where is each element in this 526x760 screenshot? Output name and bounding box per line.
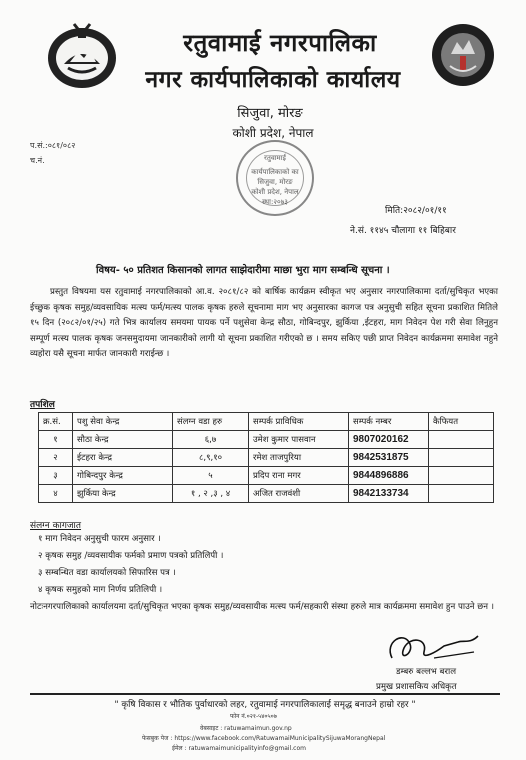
column-header: सम्पर्क प्राविधिक [249,413,349,431]
column-header: सम्पर्क नम्बर [349,413,429,431]
cell-phone: 9842531875 [349,449,429,467]
column-header: क्र.सं. [39,413,73,431]
attachment-item: २ कृषक समुह /व्यवसायीक फर्मको प्रमाण पत्रको प्रतिलिपी । [38,551,224,561]
footer-phone: फोन नं.०२१-५४०५०७ [230,713,277,720]
nepal-sambat-date: ने.सं. ११४५ चौलागा ११ बिहिबार [350,226,456,236]
office-name: नगर कार्यपालिकाको कार्यालय [145,67,401,93]
table-row [39,431,494,449]
municipality-logo-icon [430,18,496,92]
cell-sn: ४ [39,485,73,503]
table-row [39,449,494,467]
cell-remarks [429,467,494,485]
cell-sn: १ [39,431,73,449]
table-header-row [39,413,494,431]
attachments-heading: संलग्न कागजात [30,521,82,531]
stamp-line: रतुवामाई [264,154,286,162]
attachment-item: ३ सम्बन्धित वडा कार्यालयको सिफारिस पत्र । [38,568,176,578]
footer-facebook: फेसबुक पेज : https://www.facebook.com/RatuwamaiMunicipalitySijuwaMorangNepal [142,735,386,742]
notice-body: प्रस्तुत विषयमा यस रतुवामाई नगरपालिकाको आ.व. २०८१/८२ को बार्षिक कार्यक्रम स्वीकृत भए अनुसार नगरपालिकामा दर्ता/सुचिकृत भएका ईच्छुक कृषक समुह/व्यवसायिक मत्स्य फर्म/मत्स्य पालक कृषक हरुले सूचनामा माग भए अनुसारका कागज पत्र अनुसुची सहित सूचना प्रकाशित मितिले १५ दिन (२०८२/०१/२५) गते भित्र कार्यालय समयमा पायक पर्ने पशुसेवा केन्द्र सौठा, गोबिन्दपुर, झुर्किया ,ईटहरा, माग निवेदन पेश गरी सेवा लिनुहुन सम्पूर्ण मत्स्य पालक कृषक जनसमुदायमा जानकारीको लागी यो सूचना प्रकाशित गरीएको छ । समय सकिए पछी प्राप्त निवेदन कार्यक्रममा समावेश नहुने व्यहोरा यसै सूचना मार्फत जानकारी गराईन्छ । [30,287,498,360]
notice-subject: विषय- ५० प्रतिशत किसानको लागत साझेदारीमा माछा भुरा माग सम्बन्धि सूचना । [96,265,390,276]
cell-remarks [429,449,494,467]
cell-center: गोबिन्दपुर केन्द्र [73,467,173,485]
cell-technician: उमेश कुमार पासवान [249,431,349,449]
municipality-name: रतुवामाई नगरपालिका [183,29,377,57]
signatory-name: डम्बरु बल्लभ बराल [396,667,457,677]
column-header: संलग्न वडा हरु [173,413,249,431]
attachment-item: ४ कृषक समुहको माग निर्णय प्रतिलिपी । [38,585,163,595]
service-center-table [38,412,494,503]
table-row [39,485,494,503]
stamp-line: सिजुवा, मोरङ [257,178,293,186]
cell-center: झुर्किया केन्द्र [73,485,173,503]
cell-technician: रमेश ताजपुरिया [249,449,349,467]
cell-wards: ६,७ [173,431,249,449]
office-stamp [236,140,314,216]
column-header: कैफियत [429,413,494,431]
stamp-line: कार्यपालिकाको का [251,168,299,176]
cell-technician: प्रदिप राना मगर [249,467,349,485]
details-heading: तपशिल [30,400,55,410]
handwritten-signature [374,622,486,670]
nepal-emblem-icon [44,18,120,92]
attachment-item: १ माग निवेदन अनुसुची फारम अनुसार । [38,534,161,544]
cell-phone: 9842133734 [349,485,429,503]
signatory-title: प्रमुख प्रशासकिय अधिकृत [376,682,457,692]
stamp-line: स्था:२०७३ [262,198,288,206]
notice-date: मिति:२०८२/०१/११ [385,206,447,216]
stamp-line: कोशी प्रदेश, नेपाल [251,188,299,196]
footer-divider [30,693,500,695]
letter-number: प.सं.:०८१/०८२ [30,141,76,150]
cell-center: ईटहरा केन्द्र [73,449,173,467]
column-header: पशु सेवा केन्द्र [73,413,173,431]
cell-sn: ३ [39,467,73,485]
cell-wards: ८,९,१० [173,449,249,467]
footer-website: वेबसाइट : ratuwamaimun.gov.np [200,725,292,732]
office-place: सिजुवा, मोरङ [237,106,303,121]
cell-center: सौठा केन्द्र [73,431,173,449]
cell-phone: 9807020162 [349,431,429,449]
table-row [39,467,494,485]
cell-remarks [429,431,494,449]
cell-wards: ५ [173,467,249,485]
cell-wards: १ , २ ,३ , ४ [173,485,249,503]
cell-technician: अजित राजवंशी [249,485,349,503]
dispatch-number: च.नं. [30,156,45,165]
eligibility-note: नोटःनगरपालिकाको कार्यालयमा दर्ता/सुचिकृत भएका कृषक समुह/व्यवसायीक मत्स्य फर्म/सहकारी संस्था हरुले मात्र कार्यक्रममा समावेश हुन पाउने छन । [30,602,495,612]
footer-slogan: " कृषि विकास र भौतिक पुर्वाधारको लहर, रतुवामाई नगरपालिकालाई समृद्ध बनाउने हाम्रो रहर " [114,700,416,710]
cell-sn: २ [39,449,73,467]
cell-remarks [429,485,494,503]
footer-email: ईमेल : ratuwamaimunicipalityinfo@gmail.com [172,745,306,752]
office-province: कोशी प्रदेश, नेपाल [232,126,314,140]
cell-phone: 9844896886 [349,467,429,485]
